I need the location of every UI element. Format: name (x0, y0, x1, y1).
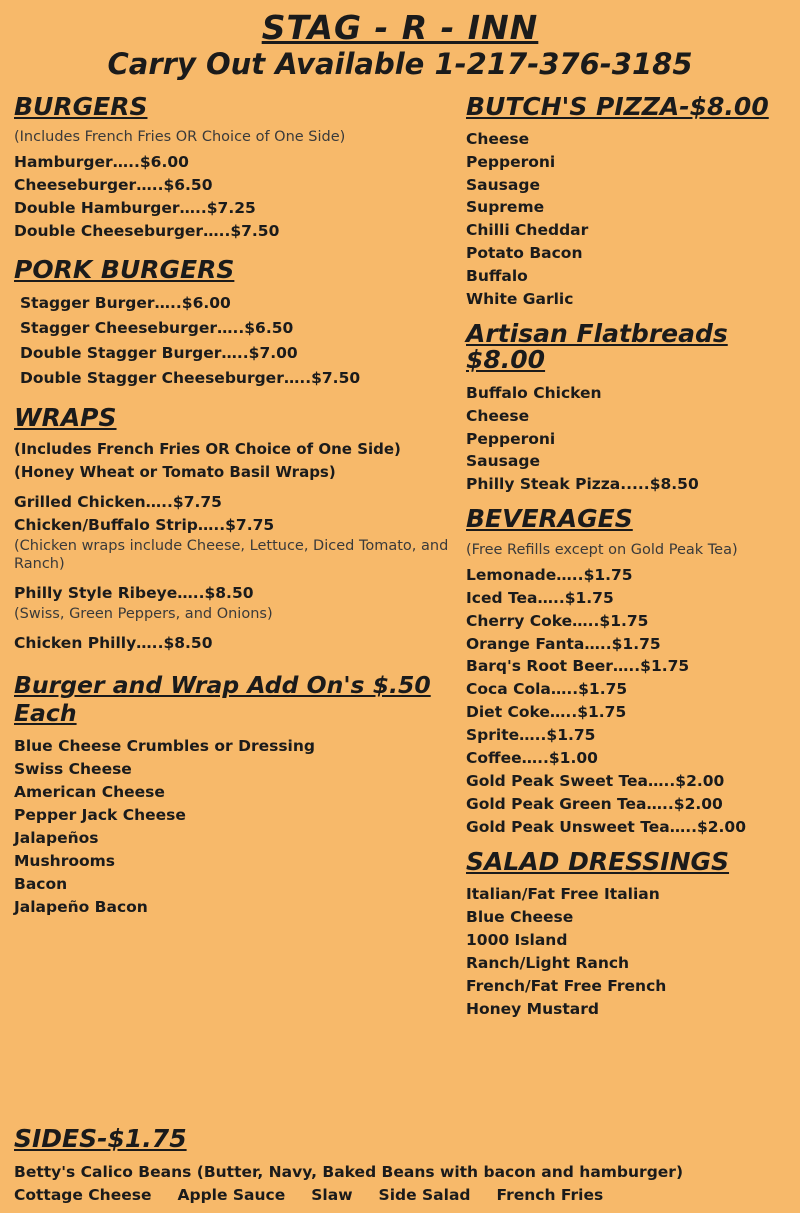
wraps-note-sides: (Includes French Fries OR Choice of One Side) (14, 439, 401, 458)
menu-item: Ranch/Light Ranch (466, 954, 630, 973)
section-heading-pork-burgers: PORK BURGERS (14, 254, 235, 284)
right-column (466, 86, 786, 1021)
menu-item: Hamburger…..$6.00 (14, 153, 189, 172)
sides-list (14, 1184, 786, 1207)
menu-item: Lemonade…..$1.75 (466, 565, 633, 584)
menu-item: Cottage Cheese (14, 1185, 152, 1204)
menu-item: Gold Peak Green Tea…..$2.00 (466, 795, 723, 814)
menu-item: Sausage (466, 175, 540, 194)
menu-item: Pepperoni (466, 152, 556, 171)
menu-item: Stagger Burger…..$6.00 (20, 294, 231, 313)
restaurant-name: STAG - R - INN (261, 8, 539, 47)
menu-item: Bacon (14, 874, 68, 893)
section-heading-burgers: BURGERS (14, 91, 148, 121)
menu-item: Pepperoni (466, 429, 556, 448)
menu-item: Philly Style Ribeye…..$8.50 (14, 584, 254, 603)
menu-item: Blue Cheese Crumbles or Dressing (14, 737, 315, 756)
menu-item: Stagger Cheeseburger…..$6.50 (20, 319, 294, 338)
menu-item: Coffee…..$1.00 (466, 749, 598, 768)
menu-item: Coca Cola…..$1.75 (466, 680, 628, 699)
menu-item: Orange Fanta…..$1.75 (466, 634, 661, 653)
menu-item: Buffalo (466, 267, 528, 286)
section-heading-addons: Burger and Wrap Add On's $.50 Each (14, 671, 431, 728)
menu-item: Cherry Coke…..$1.75 (466, 611, 649, 630)
menu-item: Side Salad (378, 1185, 471, 1204)
menu-item: Blue Cheese (466, 908, 574, 927)
menu-item: Jalapeños (14, 829, 99, 848)
menu-item: Potato Bacon (466, 244, 583, 263)
menu-item: Cheeseburger…..$6.50 (14, 175, 213, 194)
section-heading-pizza: BUTCH'S PIZZA-$8.00 (466, 91, 769, 121)
menu-item: Gold Peak Unsweet Tea…..$2.00 (466, 818, 746, 837)
menu-item: Chicken Philly…..$8.50 (14, 634, 213, 653)
menu-item: Jalapeño Bacon (14, 897, 148, 916)
menu-item: Apple Sauce (177, 1185, 286, 1204)
menu-item: Mushrooms (14, 852, 116, 871)
menu-item: American Cheese (14, 783, 165, 802)
menu-item: Sausage (466, 452, 540, 471)
section-heading-dressings: SALAD DRESSINGS (466, 846, 730, 876)
sides-section (14, 1112, 786, 1207)
menu-item: Cheese (466, 129, 530, 148)
menu-item: Chilli Cheddar (466, 221, 589, 240)
menu-header (14, 10, 786, 82)
beverages-note: (Free Refills except on Gold Peak Tea) (466, 541, 738, 558)
menu-item: French/Fat Free French (466, 976, 667, 995)
menu-item: Honey Mustard (466, 999, 599, 1018)
menu-item: Double Stagger Cheeseburger…..$7.50 (20, 369, 361, 388)
menu-item: Swiss Cheese (14, 760, 132, 779)
menu-item: Supreme (466, 198, 545, 217)
menu-item: French Fries (496, 1185, 604, 1204)
menu-item: Grilled Chicken…..$7.75 (14, 493, 222, 512)
wraps-note-types: (Honey Wheat or Tomato Basil Wraps) (14, 463, 336, 482)
menu-item: Sprite…..$1.75 (466, 726, 596, 745)
menu-item: Double Hamburger…..$7.25 (14, 198, 256, 217)
menu-item: Philly Steak Pizza.....$8.50 (466, 475, 699, 494)
menu-item: Double Stagger Burger…..$7.00 (20, 344, 298, 363)
menu-item: Diet Coke…..$1.75 (466, 703, 627, 722)
menu-item: Pepper Jack Cheese (14, 806, 186, 825)
carry-out-phone: Carry Out Available 1-217-376-3185 (107, 47, 693, 82)
menu-columns (14, 86, 786, 1021)
menu-item: Iced Tea…..$1.75 (466, 588, 614, 607)
menu-item: Cheese (466, 406, 530, 425)
menu-item: Slaw (311, 1185, 353, 1204)
menu-item: 1000 Island (466, 931, 568, 950)
section-heading-beverages: BEVERAGES (466, 504, 633, 534)
sides-beans-line: Betty's Calico Beans (Butter, Navy, Baked Beans with bacon and hamburger) (14, 1162, 684, 1181)
menu-item: Double Cheeseburger…..$7.50 (14, 221, 280, 240)
left-column (14, 86, 466, 919)
section-heading-sides: SIDES-$1.75 (14, 1124, 187, 1154)
menu-item: Gold Peak Sweet Tea…..$2.00 (466, 772, 725, 791)
wraps-note-chicken: (Chicken wraps include Cheese, Lettuce, Diced Tomato, and Ranch) (14, 538, 449, 573)
menu-item: Buffalo Chicken (466, 383, 602, 402)
menu-item: White Garlic (466, 290, 574, 309)
section-heading-flatbreads: Artisan Flatbreads $8.00 (466, 319, 728, 375)
ribeye-note: (Swiss, Green Peppers, and Onions) (14, 606, 273, 623)
menu-item: Italian/Fat Free Italian (466, 885, 660, 904)
section-heading-wraps: WRAPS (14, 403, 117, 433)
menu-item: Chicken/Buffalo Strip…..$7.75 (14, 516, 275, 535)
menu-item: Barq's Root Beer…..$1.75 (466, 657, 690, 676)
burgers-note: (Includes French Fries OR Choice of One Side) (14, 128, 346, 145)
